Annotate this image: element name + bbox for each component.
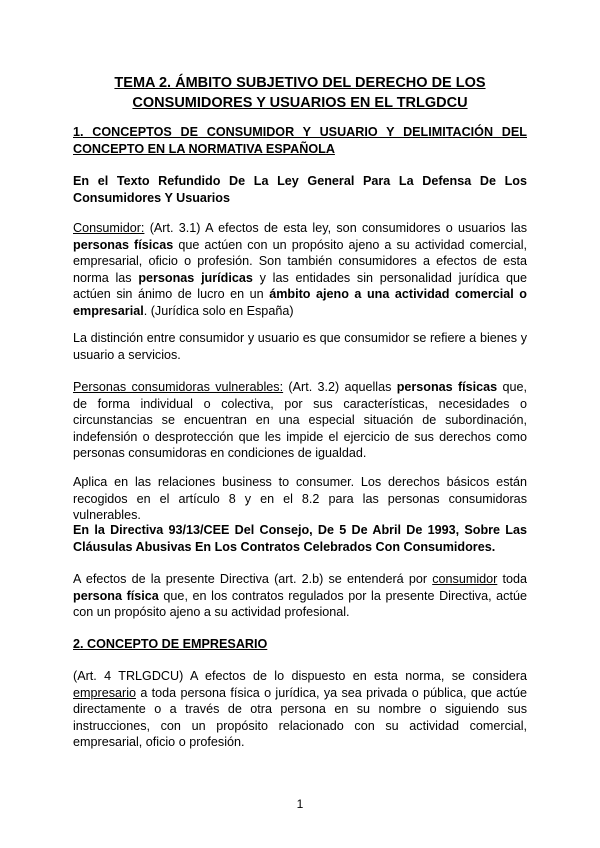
bold-run: personas físicas — [73, 237, 174, 252]
bold-run: ámbito ajeno a una actividad comercial o empresarial — [73, 287, 527, 318]
underlined-run: consumidor — [432, 572, 498, 586]
title-line-2: CONSUMIDORES Y USUARIOS EN EL TRLGDCU — [132, 95, 468, 111]
paragraph-consumidor — [73, 220, 527, 319]
bold-run: personas jurídicas — [138, 270, 253, 285]
consumidor-label: Consumidor: — [73, 221, 145, 235]
paragraph-empresario — [73, 668, 527, 751]
text-run: (Art. 4 TRLGDCU) A efectos de lo dispuesto en esta norma, se considera — [73, 669, 527, 683]
vulnerables-label: Personas consumidoras vulnerables: — [73, 380, 284, 394]
text-run: a toda persona física o jurídica, ya sea privada o pública, que actúe directamente o a través de otra persona en su nombre o siguiendo sus instrucciones, con un propósito relacionado con su actividad comercial, empresarial, oficio o profesión. — [73, 685, 527, 749]
paragraph-vulnerables — [73, 379, 527, 462]
paragraph-distincion: La distinción entre consumidor y usuario es que consumidor se refiere a bienes y usuario a servicios. — [73, 331, 527, 362]
section-2-heading: 2. CONCEPTO DE EMPRESARIO — [73, 637, 268, 651]
paragraph-aplica: Aplica en las relaciones business to consumer. Los derechos básicos están recogidos en el artículo 8 y en el 8.2 para las personas consumidoras vulnerables. — [73, 475, 527, 522]
page-title — [73, 73, 527, 113]
text-run: que, en los contratos regulados por la presente Directiva, actúe con un propósito ajeno a su actividad profesional. — [73, 588, 527, 619]
title-line-1: TEMA 2. ÁMBITO SUBJETIVO DEL DERECHO DE LOS — [114, 75, 486, 91]
page-number: 1 — [296, 797, 304, 811]
bold-run: personas físicas — [396, 380, 498, 394]
underlined-run: empresario — [73, 685, 136, 700]
text-run: y las entidades sin personalidad jurídica que actúen sin ánimo de lucro en un — [73, 270, 527, 301]
paragraph-directiva — [73, 571, 527, 621]
text-run: (Art. 3.1) A efectos de esta ley, son consumidores o usuarios las — [144, 221, 527, 235]
bold-run: persona física — [73, 588, 159, 603]
text-run: que, de forma individual o colectiva, por sus características, necesidades o circunstancias se encuentran en una especial situación de subordinación, indefensión o desprotección que les impide el ejercicio de sus derechos como personas consumidoras en condiciones de igualdad. — [73, 380, 527, 460]
text-run: que actúen con un propósito ajeno a su actividad comercial, empresarial, oficio o profesión. Son también consumidores a efectos de esta norma las — [73, 237, 527, 285]
text-run: toda — [497, 572, 528, 586]
text-run: A efectos de la presente Directiva (art. 2.b) se entenderá por — [73, 572, 433, 586]
text-run: . (Jurídica solo en España) — [143, 303, 294, 318]
subheading-directiva: En la Directiva 93/13/CEE Del Consejo, De 5 De Abril De 1993, Sobre Las Cláusulas Abusivas En Los Contratos Celebrados Con Consumidores. — [73, 523, 527, 554]
section-1-heading: 1. CONCEPTOS DE CONSUMIDOR Y USUARIO Y DELIMITACIÓN DEL CONCEPTO EN LA NORMATIVA ESPAÑOLA — [73, 125, 527, 156]
text-run: (Art. 3.2) aquellas — [283, 380, 397, 394]
subheading-trlgdcu: En el Texto Refundido De La Ley General Para La Defensa De Los Consumidores Y Usuarios — [73, 174, 527, 205]
